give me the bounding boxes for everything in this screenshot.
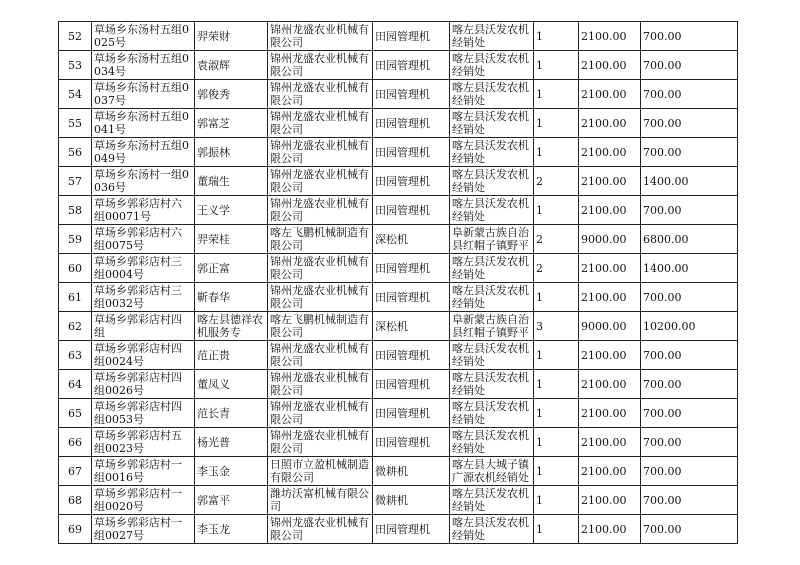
household-id-cell: 草场乡郭彩店村四组0026号 (92, 370, 195, 399)
manufacturer-cell: 锦州龙盛农业机械有限公司 (268, 515, 373, 544)
unit-subsidy-cell: 9000.00 (579, 225, 641, 254)
dealer-cell: 喀左县沃发农机经销处 (450, 167, 534, 196)
quantity-cell: 1 (534, 457, 579, 486)
buyer-name-cell: 杨光普 (195, 428, 268, 457)
manufacturer-cell: 喀左飞鹏机械制造有限公司 (268, 225, 373, 254)
table-row (59, 457, 738, 486)
dealer-cell: 喀左县沃发农机经销处 (450, 109, 534, 138)
household-id-cell: 草场乡郭彩店村三组0032号 (92, 283, 195, 312)
machine-type-cell: 田园管理机 (373, 51, 450, 80)
buyer-name-cell: 范正贵 (195, 341, 268, 370)
total-subsidy-cell: 700.00 (641, 486, 738, 515)
manufacturer-cell: 锦州龙盛农业机械有限公司 (268, 428, 373, 457)
machine-type-cell: 深松机 (373, 225, 450, 254)
row-number-cell: 67 (59, 457, 92, 486)
machine-type-cell: 深松机 (373, 312, 450, 341)
total-subsidy-cell: 1400.00 (641, 254, 738, 283)
table-row (59, 283, 738, 312)
buyer-name-cell: 董凤义 (195, 370, 268, 399)
total-subsidy-cell: 1400.00 (641, 167, 738, 196)
row-number-cell: 53 (59, 51, 92, 80)
quantity-cell: 1 (534, 515, 579, 544)
household-id-cell: 草场乡郭彩店村六组00071号 (92, 196, 195, 225)
total-subsidy-cell: 700.00 (641, 80, 738, 109)
machine-type-cell: 田园管理机 (373, 196, 450, 225)
quantity-cell: 1 (534, 51, 579, 80)
dealer-cell: 喀左县沃发农机经销处 (450, 341, 534, 370)
total-subsidy-cell: 700.00 (641, 22, 738, 51)
unit-subsidy-cell: 2100.00 (579, 515, 641, 544)
dealer-cell: 喀左县沃发农机经销处 (450, 515, 534, 544)
buyer-name-cell: 袁淑辉 (195, 51, 268, 80)
row-number-cell: 68 (59, 486, 92, 515)
quantity-cell: 1 (534, 22, 579, 51)
manufacturer-cell: 锦州龙盛农业机械有限公司 (268, 399, 373, 428)
row-number-cell: 61 (59, 283, 92, 312)
unit-subsidy-cell: 2100.00 (579, 196, 641, 225)
total-subsidy-cell: 700.00 (641, 341, 738, 370)
dealer-cell: 阜新蒙古族自治县红帽子镇野平 (450, 312, 534, 341)
quantity-cell: 1 (534, 109, 579, 138)
manufacturer-cell: 日照市立盈机械制造有限公司 (268, 457, 373, 486)
manufacturer-cell: 锦州龙盛农业机械有限公司 (268, 341, 373, 370)
household-id-cell: 草场乡东汤村五组0037号 (92, 80, 195, 109)
machine-type-cell: 田园管理机 (373, 399, 450, 428)
row-number-cell: 52 (59, 22, 92, 51)
household-id-cell: 草场乡郭彩店村一组0027号 (92, 515, 195, 544)
buyer-name-cell: 郭俊秀 (195, 80, 268, 109)
dealer-cell: 阜新蒙古族自治县红帽子镇野平 (450, 225, 534, 254)
buyer-name-cell: 董瑞生 (195, 167, 268, 196)
total-subsidy-cell: 700.00 (641, 515, 738, 544)
table-row (59, 254, 738, 283)
machine-type-cell: 田园管理机 (373, 109, 450, 138)
household-id-cell: 草场乡郭彩店村四组0024号 (92, 341, 195, 370)
unit-subsidy-cell: 2100.00 (579, 80, 641, 109)
household-id-cell: 草场乡郭彩店村一组0020号 (92, 486, 195, 515)
row-number-cell: 58 (59, 196, 92, 225)
machine-type-cell: 田园管理机 (373, 167, 450, 196)
row-number-cell: 54 (59, 80, 92, 109)
row-number-cell: 62 (59, 312, 92, 341)
household-id-cell: 草场乡东汤村五组0034号 (92, 51, 195, 80)
table-row (59, 138, 738, 167)
manufacturer-cell: 锦州龙盛农业机械有限公司 (268, 22, 373, 51)
machine-type-cell: 田园管理机 (373, 283, 450, 312)
unit-subsidy-cell: 2100.00 (579, 254, 641, 283)
household-id-cell: 草场乡东汤村五组0025号 (92, 22, 195, 51)
quantity-cell: 2 (534, 254, 579, 283)
manufacturer-cell: 锦州龙盛农业机械有限公司 (268, 370, 373, 399)
unit-subsidy-cell: 2100.00 (579, 428, 641, 457)
quantity-cell: 1 (534, 283, 579, 312)
quantity-cell: 2 (534, 225, 579, 254)
machine-type-cell: 田园管理机 (373, 341, 450, 370)
table-row (59, 515, 738, 544)
buyer-name-cell: 郭富平 (195, 486, 268, 515)
dealer-cell: 喀左县大城子镇广源农机经销处 (450, 457, 534, 486)
buyer-name-cell: 羿荣桂 (195, 225, 268, 254)
buyer-name-cell: 喀左县德祥农机服务专 (195, 312, 268, 341)
total-subsidy-cell: 6800.00 (641, 225, 738, 254)
row-number-cell: 57 (59, 167, 92, 196)
dealer-cell: 喀左县沃发农机经销处 (450, 138, 534, 167)
machine-type-cell: 田园管理机 (373, 515, 450, 544)
manufacturer-cell: 锦州龙盛农业机械有限公司 (268, 109, 373, 138)
table-row (59, 370, 738, 399)
unit-subsidy-cell: 2100.00 (579, 22, 641, 51)
quantity-cell: 1 (534, 138, 579, 167)
machine-type-cell: 微耕机 (373, 486, 450, 515)
manufacturer-cell: 锦州龙盛农业机械有限公司 (268, 80, 373, 109)
row-number-cell: 60 (59, 254, 92, 283)
buyer-name-cell: 范长青 (195, 399, 268, 428)
manufacturer-cell: 锦州龙盛农业机械有限公司 (268, 167, 373, 196)
buyer-name-cell: 郭正富 (195, 254, 268, 283)
dealer-cell: 喀左县沃发农机经销处 (450, 51, 534, 80)
household-id-cell: 草场乡郭彩店村四组0053号 (92, 399, 195, 428)
table-body (59, 22, 738, 544)
manufacturer-cell: 喀左飞鹏机械制造有限公司 (268, 312, 373, 341)
dealer-cell: 喀左县沃发农机经销处 (450, 283, 534, 312)
table-row (59, 196, 738, 225)
machine-type-cell: 田园管理机 (373, 80, 450, 109)
table-row (59, 225, 738, 254)
household-id-cell: 草场乡东汤村五组0049号 (92, 138, 195, 167)
row-number-cell: 56 (59, 138, 92, 167)
table-row (59, 109, 738, 138)
unit-subsidy-cell: 2100.00 (579, 138, 641, 167)
unit-subsidy-cell: 9000.00 (579, 312, 641, 341)
manufacturer-cell: 锦州龙盛农业机械有限公司 (268, 138, 373, 167)
unit-subsidy-cell: 2100.00 (579, 51, 641, 80)
unit-subsidy-cell: 2100.00 (579, 370, 641, 399)
subsidy-table (58, 21, 738, 544)
quantity-cell: 1 (534, 196, 579, 225)
unit-subsidy-cell: 2100.00 (579, 399, 641, 428)
unit-subsidy-cell: 2100.00 (579, 341, 641, 370)
machine-type-cell: 田园管理机 (373, 138, 450, 167)
table-row (59, 486, 738, 515)
buyer-name-cell: 李玉金 (195, 457, 268, 486)
quantity-cell: 3 (534, 312, 579, 341)
unit-subsidy-cell: 2100.00 (579, 283, 641, 312)
household-id-cell: 草场乡郭彩店村四组 (92, 312, 195, 341)
table-row (59, 312, 738, 341)
dealer-cell: 喀左县沃发农机经销处 (450, 370, 534, 399)
table-row (59, 51, 738, 80)
manufacturer-cell: 锦州龙盛农业机械有限公司 (268, 283, 373, 312)
dealer-cell: 喀左县沃发农机经销处 (450, 399, 534, 428)
household-id-cell: 草场乡郭彩店村五组0023号 (92, 428, 195, 457)
table-row (59, 428, 738, 457)
manufacturer-cell: 潍坊沃富机械有限公司 (268, 486, 373, 515)
household-id-cell: 草场乡东汤村五组0041号 (92, 109, 195, 138)
total-subsidy-cell: 700.00 (641, 51, 738, 80)
total-subsidy-cell: 700.00 (641, 138, 738, 167)
row-number-cell: 69 (59, 515, 92, 544)
household-id-cell: 草场乡郭彩店村一组0016号 (92, 457, 195, 486)
dealer-cell: 喀左县沃发农机经销处 (450, 22, 534, 51)
total-subsidy-cell: 700.00 (641, 399, 738, 428)
manufacturer-cell: 锦州龙盛农业机械有限公司 (268, 254, 373, 283)
machine-type-cell: 田园管理机 (373, 428, 450, 457)
dealer-cell: 喀左县沃发农机经销处 (450, 486, 534, 515)
table-row (59, 399, 738, 428)
total-subsidy-cell: 700.00 (641, 428, 738, 457)
row-number-cell: 63 (59, 341, 92, 370)
buyer-name-cell: 羿荣财 (195, 22, 268, 51)
manufacturer-cell: 锦州龙盛农业机械有限公司 (268, 196, 373, 225)
dealer-cell: 喀左县沃发农机经销处 (450, 80, 534, 109)
row-number-cell: 66 (59, 428, 92, 457)
machine-type-cell: 田园管理机 (373, 22, 450, 51)
dealer-cell: 喀左县沃发农机经销处 (450, 196, 534, 225)
table-row (59, 341, 738, 370)
quantity-cell: 1 (534, 399, 579, 428)
unit-subsidy-cell: 2100.00 (579, 457, 641, 486)
total-subsidy-cell: 10200.00 (641, 312, 738, 341)
quantity-cell: 1 (534, 370, 579, 399)
buyer-name-cell: 靳春华 (195, 283, 268, 312)
unit-subsidy-cell: 2100.00 (579, 167, 641, 196)
manufacturer-cell: 锦州龙盛农业机械有限公司 (268, 51, 373, 80)
quantity-cell: 1 (534, 80, 579, 109)
dealer-cell: 喀左县沃发农机经销处 (450, 254, 534, 283)
buyer-name-cell: 郭振林 (195, 138, 268, 167)
unit-subsidy-cell: 2100.00 (579, 486, 641, 515)
table-row (59, 80, 738, 109)
quantity-cell: 2 (534, 167, 579, 196)
total-subsidy-cell: 700.00 (641, 196, 738, 225)
machine-type-cell: 田园管理机 (373, 370, 450, 399)
total-subsidy-cell: 700.00 (641, 370, 738, 399)
table-row (59, 167, 738, 196)
quantity-cell: 1 (534, 486, 579, 515)
row-number-cell: 59 (59, 225, 92, 254)
dealer-cell: 喀左县沃发农机经销处 (450, 428, 534, 457)
row-number-cell: 64 (59, 370, 92, 399)
household-id-cell: 草场乡郭彩店村六组0075号 (92, 225, 195, 254)
row-number-cell: 55 (59, 109, 92, 138)
buyer-name-cell: 李玉龙 (195, 515, 268, 544)
total-subsidy-cell: 700.00 (641, 457, 738, 486)
row-number-cell: 65 (59, 399, 92, 428)
buyer-name-cell: 郭富芝 (195, 109, 268, 138)
household-id-cell: 草场乡东汤村一组0036号 (92, 167, 195, 196)
machine-type-cell: 微耕机 (373, 457, 450, 486)
machine-type-cell: 田园管理机 (373, 254, 450, 283)
total-subsidy-cell: 700.00 (641, 283, 738, 312)
buyer-name-cell: 王义学 (195, 196, 268, 225)
total-subsidy-cell: 700.00 (641, 109, 738, 138)
household-id-cell: 草场乡郭彩店村三组0004号 (92, 254, 195, 283)
quantity-cell: 1 (534, 341, 579, 370)
unit-subsidy-cell: 2100.00 (579, 109, 641, 138)
table-row (59, 22, 738, 51)
quantity-cell: 1 (534, 428, 579, 457)
